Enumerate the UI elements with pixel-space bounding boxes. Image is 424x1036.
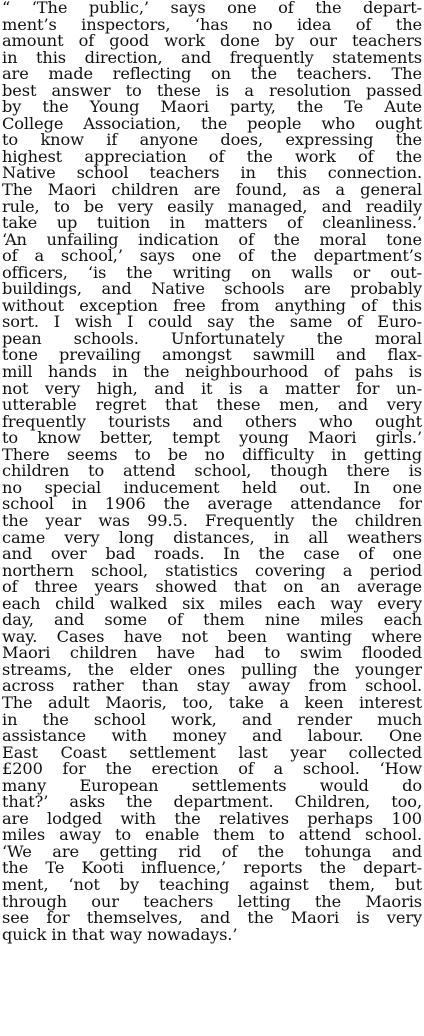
text-line: the Te Kooti influence,’ reports the depart-: [2, 858, 422, 878]
text-line: not very high, and it is a matter for un-: [2, 378, 422, 398]
text-line: The Maori children are found, as a general: [2, 180, 422, 200]
text-line: rule, to be very easily managed, and readily: [2, 196, 422, 216]
text-line: see for themselves, and the Maori is very: [2, 908, 422, 928]
text-line: way. Cases have not been wanting where: [2, 626, 422, 646]
text-line: day, and some of them nine miles each: [2, 610, 422, 630]
text-line: Native school teachers in this connection.: [2, 163, 422, 183]
text-line: assistance with money and labour. One: [2, 726, 422, 746]
text-line: streams, the elder ones pulling the younger: [2, 659, 422, 679]
text-line: to know if anyone does, expressing the: [2, 130, 422, 150]
text-line: mill hands in the neighbourhood of pahs is: [2, 362, 422, 382]
text-line: ment’s inspectors, ‘has no idea of the: [2, 14, 422, 34]
text-line: each child walked six miles each way every: [2, 593, 422, 613]
text-line: pean schools. Unfortunately the moral: [2, 328, 422, 348]
text-line: buildings, and Native schools are probably: [2, 279, 422, 299]
text-line: of three years showed that on an average: [2, 577, 422, 597]
text-line: school in 1906 the average attendance for: [2, 494, 422, 514]
text-line: northern school, statistics covering a period: [2, 560, 422, 580]
text-line: in the school work, and render much: [2, 709, 422, 729]
text-line: East Coast settlement last year collected: [2, 742, 422, 762]
text-line: sort. I wish I could say the same of Euro-: [2, 312, 422, 332]
text-line: that?’ asks the department. Children, too,: [2, 792, 422, 812]
text-line: officers, ‘is the writing on walls or out-: [2, 262, 422, 282]
text-line: came very long distances, in all weathers: [2, 527, 422, 547]
text-line: College Association, the people who ought: [2, 113, 422, 133]
article-column: [2, 0, 422, 1036]
text-line: “ ‘The public,’ says one of the depart-: [2, 0, 422, 17]
text-line: take up tuition in matters of cleanliness.’: [2, 213, 422, 233]
text-line: miles away to enable them to attend school.: [2, 825, 422, 845]
text-line: amount of good work done by our teachers: [2, 31, 422, 51]
text-line: utterable regret that these men, and very: [2, 395, 422, 415]
text-line: across rather than stay away from school.: [2, 676, 422, 696]
text-line: without exception free from anything of this: [2, 295, 422, 315]
text-line: There seems to be no difficulty in getting: [2, 444, 422, 464]
text-line: in this direction, and frequently statements: [2, 47, 422, 67]
text-line: best answer to these is a resolution passed: [2, 80, 422, 100]
text-line: £200 for the erection of a school. ‘How: [2, 759, 422, 779]
text-line: and over bad roads. In the case of one: [2, 544, 422, 564]
text-line: are made reflecting on the teachers. The: [2, 64, 422, 84]
text-line: are lodged with the relatives perhaps 100: [2, 808, 422, 828]
text-line: many European settlements would do: [2, 775, 422, 795]
text-line: highest appreciation of the work of the: [2, 146, 422, 166]
text-line: Maori children have had to swim flooded: [2, 643, 422, 663]
text-line: no special inducement held out. In one: [2, 477, 422, 497]
text-line: to know better, tempt young Maori girls.’: [2, 428, 422, 448]
text-line: ‘An unfailing indication of the moral tone: [2, 229, 422, 249]
text-line: frequently tourists and others who ought: [2, 411, 422, 431]
text-line: quick in that way nowadays.’: [2, 924, 238, 944]
text-line: through our teachers letting the Maoris: [2, 891, 422, 911]
text-line: tone prevailing amongst sawmill and flax-: [2, 345, 422, 365]
text-line: of a school,’ says one of the department’s: [2, 246, 422, 266]
text-line: ment, ‘not by teaching against them, but: [2, 874, 422, 894]
text-line: children to attend school, though there is: [2, 461, 422, 481]
text-line: The adult Maoris, too, take a keen interest: [2, 692, 422, 712]
text-line: the year was 99.5. Frequently the children: [2, 510, 422, 530]
text-line: by the Young Maori party, the Te Aute: [2, 97, 422, 117]
text-line: ‘We are getting rid of the tohunga and: [2, 841, 422, 861]
